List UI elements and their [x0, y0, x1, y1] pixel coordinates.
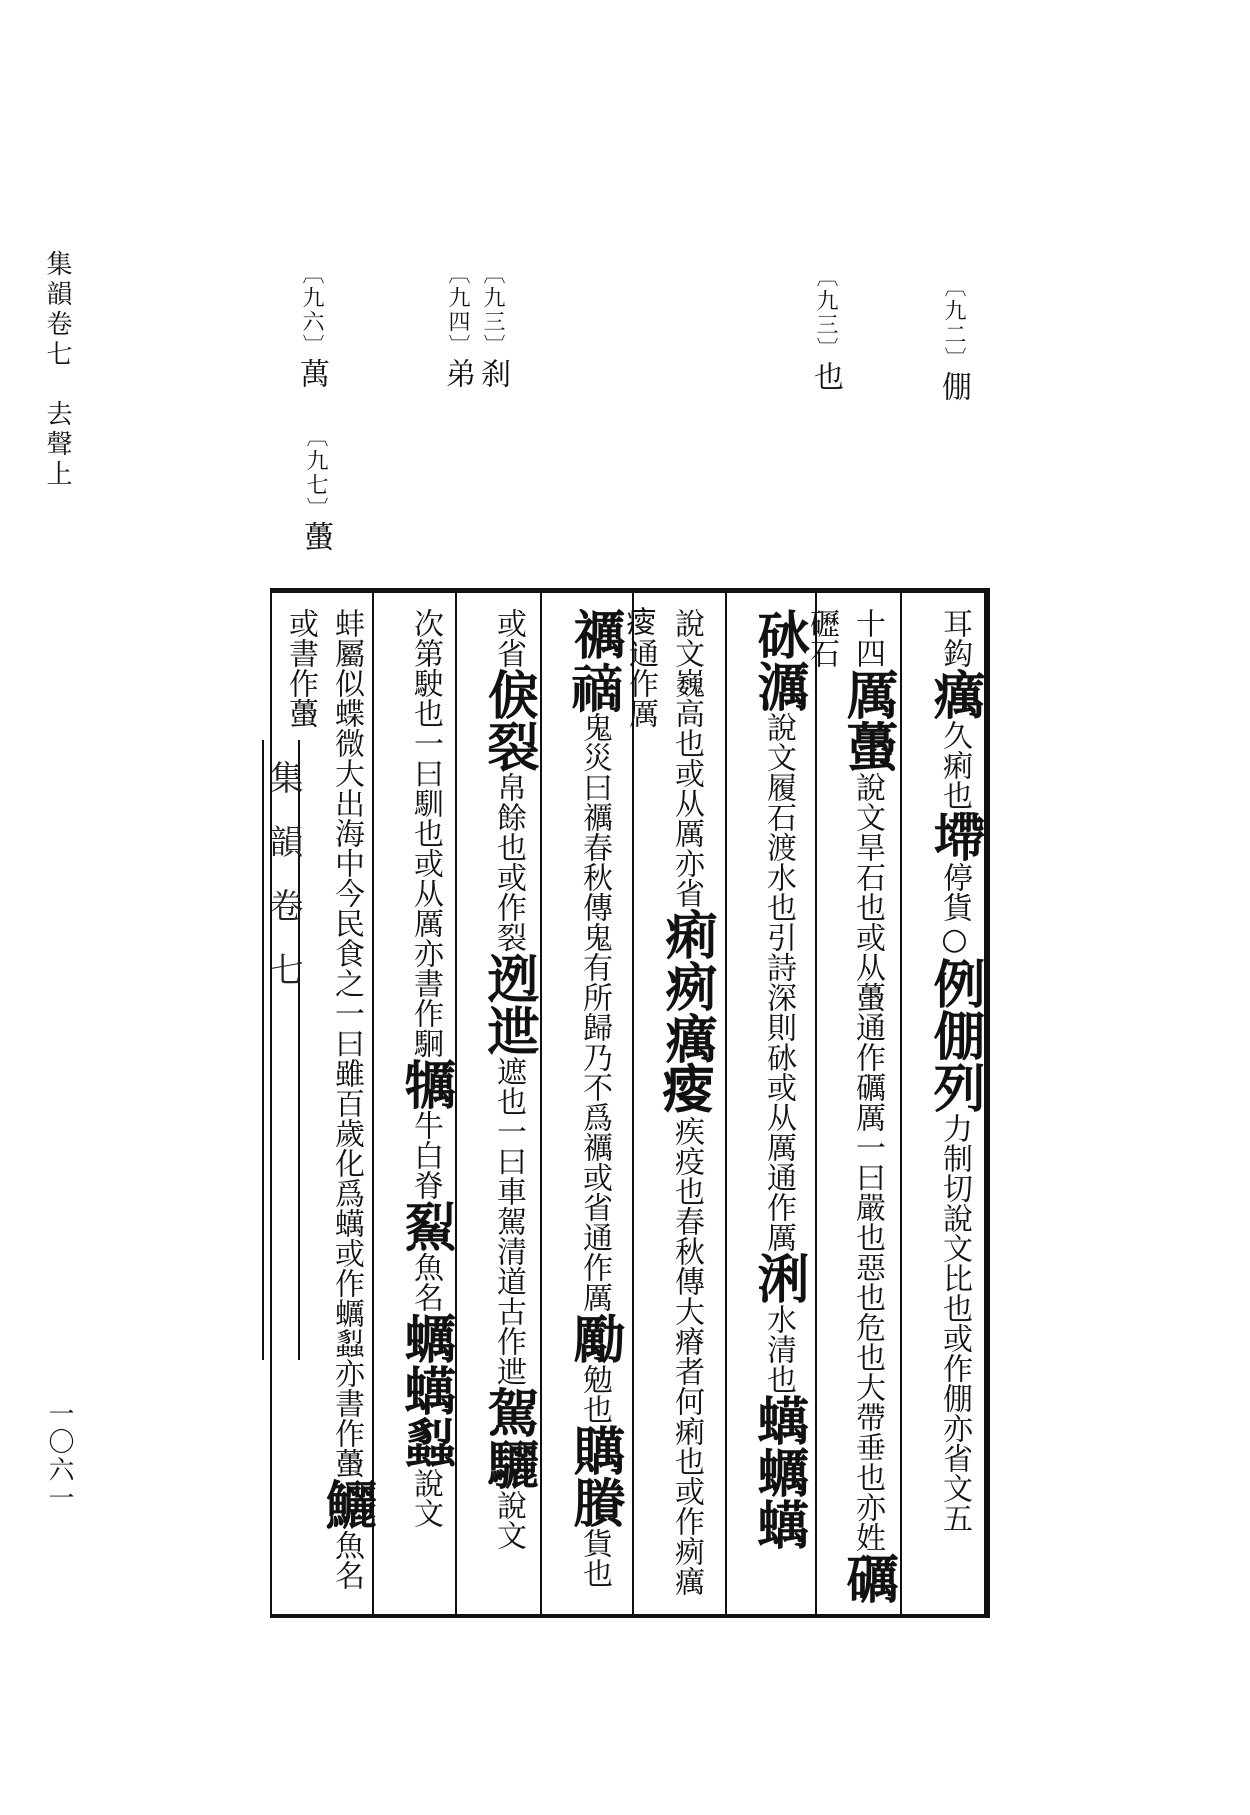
headword: 𥛚	[564, 660, 625, 712]
gloss-text: 魚名	[408, 1252, 443, 1312]
gloss-text: 勉也	[577, 1364, 612, 1424]
headword: 裂	[478, 720, 539, 772]
text-column	[910, 608, 985, 1608]
column-rule	[632, 592, 634, 1616]
headword: 癘	[924, 668, 985, 720]
column-rule	[900, 592, 902, 1616]
headword: 贎	[564, 1424, 625, 1476]
gloss-text: 說文履石渡水也引詩深則砅或从厲通作厲	[761, 712, 796, 1252]
headword: 鮤	[395, 1200, 456, 1252]
headword: 蠫	[395, 1416, 456, 1468]
gloss-text: 十四	[850, 608, 885, 668]
headword: 賸	[564, 1476, 625, 1528]
gloss-text: 力制切說文比也或作倗亦省文五	[937, 1113, 972, 1533]
note-char: 刹	[475, 358, 510, 390]
editor-note	[936, 275, 971, 403]
gloss-text: 遮也一曰車駕清道古作迣	[491, 1056, 526, 1386]
headword: 砅	[748, 608, 809, 660]
gloss-text: 或省	[491, 608, 526, 668]
note-number: 〔九六〕	[299, 262, 324, 358]
headword: 蠇	[748, 1498, 809, 1550]
gloss-text: 蚌屬似蝶微大出海中今民食之一曰雖百歲化爲蠇或作蠣蠫亦書作蠆	[329, 608, 364, 1478]
gloss-text: 牛白脊	[408, 1110, 443, 1200]
note-char: 蠆	[298, 521, 333, 553]
gloss-text: ○	[937, 922, 972, 957]
note-char: 也	[808, 361, 843, 393]
headword: 蠣	[748, 1446, 809, 1498]
headword: 禲	[564, 608, 625, 660]
gloss-text: 魚名或書作蠆	[283, 608, 364, 1590]
gloss-text: 貨也	[577, 1528, 612, 1588]
gloss-text: 鬼災曰禲春秋傳鬼有所歸乃不爲禲或省通作厲	[577, 712, 612, 1312]
headword: 痢	[656, 908, 717, 960]
note-char: 倗	[936, 371, 971, 403]
headword: 濿	[748, 660, 809, 712]
gloss-text: 說文	[491, 1490, 526, 1550]
page-number: 一〇六一	[44, 1400, 74, 1512]
editor-note	[294, 262, 329, 390]
headword: 蠇	[395, 1364, 456, 1416]
editor-note	[440, 262, 475, 390]
headword: 蠇	[748, 1394, 809, 1446]
running-head: 集韻卷七 去聲上	[42, 250, 72, 490]
note-number: 〔九七〕	[303, 425, 328, 521]
headword: 蠣	[395, 1312, 456, 1364]
text-column	[381, 608, 456, 1608]
headword: 倗	[924, 1009, 985, 1061]
text-column	[804, 608, 898, 1608]
headword: 㾐	[656, 960, 717, 1012]
note-char: 弟	[440, 358, 475, 390]
headword: 浰	[748, 1252, 809, 1304]
gloss-text: 停貨	[937, 862, 972, 922]
gloss-text: 疾疫也春秋傳大瘠者何痢也或作㾐癘𤸃通作厲	[623, 608, 704, 1596]
fold-text: 集韻卷七	[263, 760, 303, 1016]
text-column	[734, 608, 809, 1608]
column-rule	[815, 592, 817, 1616]
text-column	[623, 608, 717, 1608]
note-char: 萬	[294, 358, 329, 390]
text-column	[464, 608, 539, 1608]
gloss-text: 水清也	[761, 1304, 796, 1394]
headword: 列	[924, 1061, 985, 1113]
editor-note	[475, 262, 510, 390]
headword: 墆	[924, 810, 985, 862]
gloss-text: 說文旱石也或从蠆通作礪厲一曰嚴也惡也危也大帶垂也亦姓	[850, 772, 885, 1552]
headword: 𤸃	[656, 1064, 717, 1116]
headword: 鱺	[316, 1478, 377, 1530]
headword: 㑦	[478, 668, 539, 720]
column-rule	[540, 592, 542, 1616]
note-number: 〔九二〕	[941, 275, 966, 371]
headword: 駕	[478, 1386, 539, 1438]
headword: 迣	[478, 1004, 539, 1056]
headword: 癘	[656, 1012, 717, 1064]
headword: 犡	[395, 1058, 456, 1110]
headword: 蠆	[837, 720, 898, 772]
headword: 厲	[837, 668, 898, 720]
gloss-text: 帛餘也或作裂	[491, 772, 526, 952]
headword: 勵	[564, 1312, 625, 1364]
text-column	[550, 608, 625, 1608]
gloss-text: 礰石	[804, 608, 839, 668]
gloss-text: 說文	[408, 1468, 443, 1528]
note-number: 〔九三〕	[813, 265, 838, 361]
headword: 迾	[478, 952, 539, 1004]
note-number: 〔九三〕	[480, 262, 505, 358]
headword: 驪	[478, 1438, 539, 1490]
gloss-text: 久痢也	[937, 720, 972, 810]
note-number: 〔九四〕	[445, 262, 470, 358]
gloss-text: 次第駛也一曰馴也或从厲亦書作駉	[408, 608, 443, 1058]
editor-note	[298, 425, 333, 553]
gloss-text: 說文巍高也或从厲亦省	[669, 608, 704, 908]
gloss-text: 耳鈎	[937, 608, 972, 668]
column-rule	[725, 592, 727, 1616]
headword: 例	[924, 957, 985, 1009]
headword: 礪	[837, 1552, 898, 1604]
editor-note	[808, 265, 843, 393]
